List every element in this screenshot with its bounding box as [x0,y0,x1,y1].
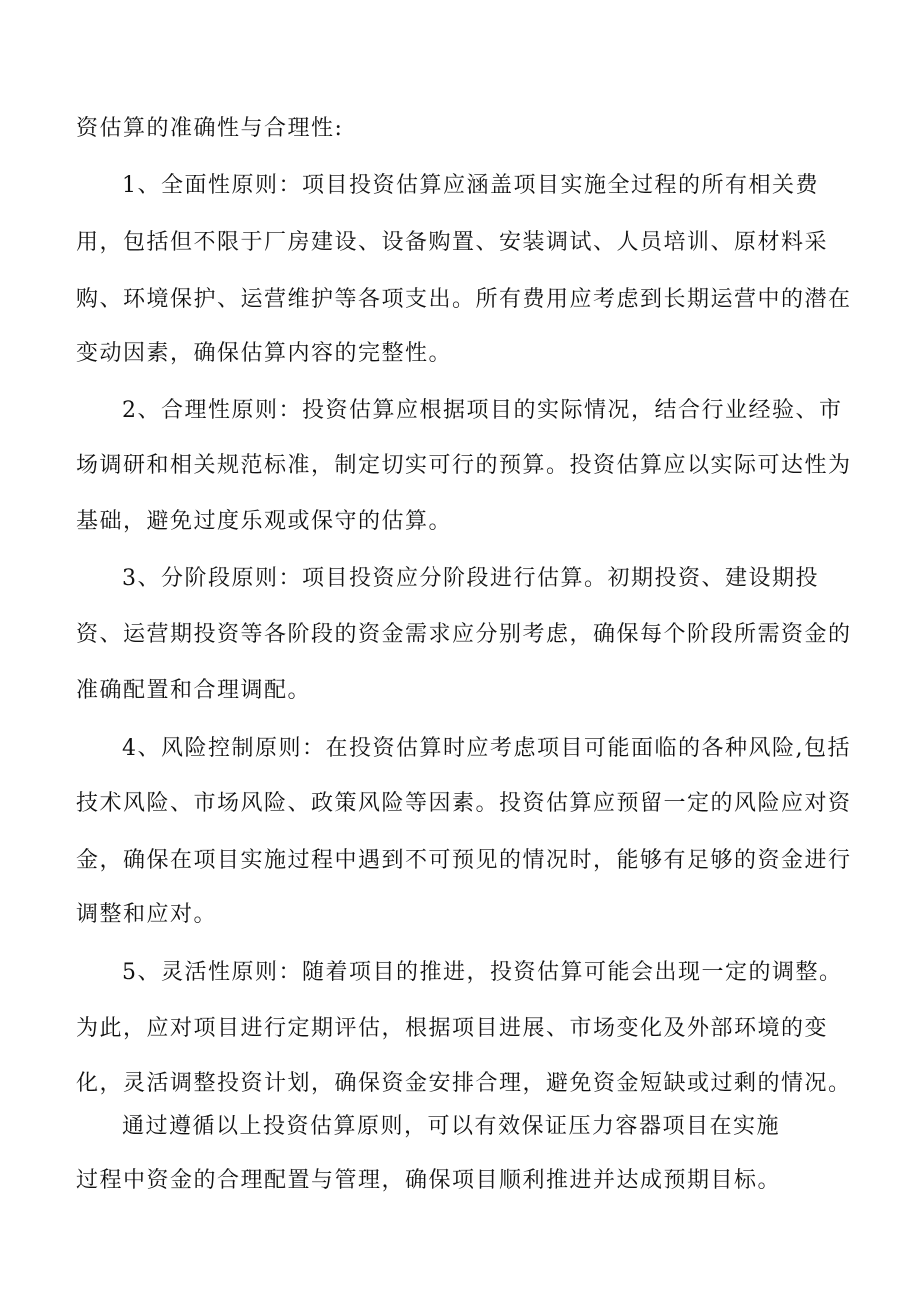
section-5-line-3: 化，灵活调整投资计划，确保资金安排合理，避免资金短缺或过剩的情况。 [76,1071,852,1096]
section-4-line-4: 调整和应对。 [76,902,218,927]
section-4-line-3: 金，确保在项目实施过程中遇到不可预见的情况时，能够有足够的资金进行 [76,848,852,873]
section-1-line-3: 购、环境保护、运营维护等各项支出。所有费用应考虑到长期运营中的潜在 [76,287,852,312]
section-1-line-1: 1、全面性原则：项目投资估算应涵盖项目实施全过程的所有相关费 [122,173,819,198]
conclusion-line-1: 通过遵循以上投资估算原则，可以有效保证压力容器项目在实施 [122,1114,781,1139]
conclusion-line-2: 过程中资金的合理配置与管理，确保项目顺利推进并达成预期目标。 [76,1168,782,1193]
section-2-line-1: 2、合理性原则：投资估算应根据项目的实际情况，结合行业经验、市 [122,398,843,423]
section-3-line-1: 3、分阶段原则：项目投资应分阶段进行估算。初期投资、建设期投 [122,566,819,591]
section-1-line-4: 变动因素，确保估算内容的完整性。 [76,341,453,366]
section-2-line-3: 基础，避免过度乐观或保守的估算。 [76,509,453,534]
section-1-line-2: 用，包括但不限于厂房建设、设备购置、安装调试、人员培训、原材料采 [76,230,829,255]
intro-line: 资估算的准确性与合理性: [76,116,344,141]
section-2-line-2: 场调研和相关规范标准，制定切实可行的预算。投资估算应以实际可达性为 [76,453,852,478]
section-5-line-1: 5、灵活性原则：随着项目的推进，投资估算可能会出现一定的调整。 [122,960,843,985]
section-3-line-3: 准确配置和合理调配。 [76,678,312,703]
section-4-line-1: 4、风险控制原则：在投资估算时应考虑项目可能面临的各种风险,包括 [122,736,851,761]
section-5-line-2: 为此，应对项目进行定期评估，根据项目进展、市场变化及外部环境的变 [76,1016,829,1041]
section-4-line-2: 技术风险、市场风险、政策风险等因素。投资估算应预留一定的风险应对资 [76,791,852,816]
section-3-line-2: 资、运营期投资等各阶段的资金需求应分别考虑，确保每个阶段所需资金的 [76,622,852,647]
